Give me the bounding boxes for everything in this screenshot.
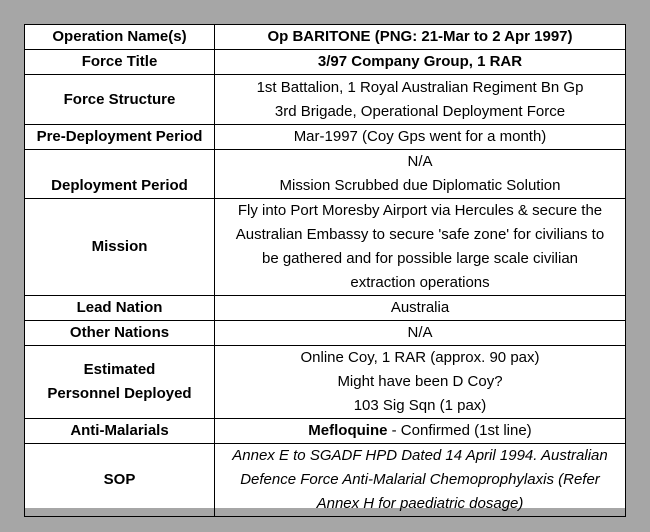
row-label-text: Deployment Period	[51, 177, 188, 194]
text-line: Annex H for paediatric dosage)	[316, 495, 524, 512]
drug-name: Mefloquine	[308, 422, 388, 439]
text-line: Annex E to SGADF HPD Dated 14 April 1994. Australian	[232, 447, 608, 464]
table-row	[25, 125, 626, 150]
row-label: Force Structure	[25, 75, 215, 125]
text-line: 103 Sig Sqn (1 pax)	[353, 397, 487, 414]
row-label: Operation Name(s)	[25, 25, 215, 50]
anti-malarials-value	[215, 419, 626, 444]
row-label: Anti-Malarials	[25, 419, 215, 444]
lead-nation-value: Australia	[215, 296, 626, 321]
table-row	[25, 150, 626, 199]
row-label: Mission	[25, 199, 215, 296]
table-row	[25, 50, 626, 75]
text-line: Fly into Port Moresby Airport via Hercules & secure the	[237, 202, 603, 219]
row-label: SOP	[25, 444, 215, 517]
text-line: be gathered and for possible large scale civilian	[261, 250, 579, 267]
force-structure-value	[215, 75, 626, 125]
operation-table	[24, 24, 626, 517]
row-label	[25, 150, 215, 199]
pre-deployment-value: Mar-1997 (Coy Gps went for a month)	[215, 125, 626, 150]
drug-status: - Confirmed (1st line)	[387, 422, 532, 439]
mission-value	[215, 199, 626, 296]
sop-value	[215, 444, 626, 517]
document-sheet	[24, 24, 626, 512]
table-row	[25, 199, 626, 296]
text-line: Australian Embassy to secure 'safe zone' for civilians to	[235, 226, 605, 243]
personnel-value	[215, 346, 626, 419]
force-title-value: 3/97 Company Group, 1 RAR	[215, 50, 626, 75]
row-label-text: Estimated	[83, 361, 156, 378]
table-row	[25, 419, 626, 444]
row-label: Other Nations	[25, 321, 215, 346]
operation-name-value: Op BARITONE (PNG: 21-Mar to 2 Apr 1997)	[215, 25, 626, 50]
table-row	[25, 444, 626, 517]
text-line: Online Coy, 1 RAR (approx. 90 pax)	[300, 349, 540, 366]
text-line: Might have been D Coy?	[337, 373, 503, 390]
deployment-period-value	[215, 150, 626, 199]
table-row	[25, 25, 626, 50]
row-label-text: Personnel Deployed	[47, 385, 192, 402]
table-row	[25, 321, 626, 346]
text-line: 1st Battalion, 1 Royal Australian Regiment Bn Gp	[256, 78, 584, 96]
text-line: 3rd Brigade, Operational Deployment Force	[274, 102, 566, 120]
row-label: Pre-Deployment Period	[25, 125, 215, 150]
text-line: extraction operations	[350, 274, 490, 291]
table-row	[25, 75, 626, 125]
table-row	[25, 346, 626, 419]
row-label: Lead Nation	[25, 296, 215, 321]
text-line: N/A	[407, 153, 433, 170]
row-label	[25, 346, 215, 419]
row-label: Force Title	[25, 50, 215, 75]
table-row	[25, 296, 626, 321]
text-line: Defence Force Anti-Malarial Chemoprophylaxis (Refer	[240, 471, 600, 488]
text-line: Mission Scrubbed due Diplomatic Solution	[279, 177, 561, 194]
other-nations-value: N/A	[215, 321, 626, 346]
